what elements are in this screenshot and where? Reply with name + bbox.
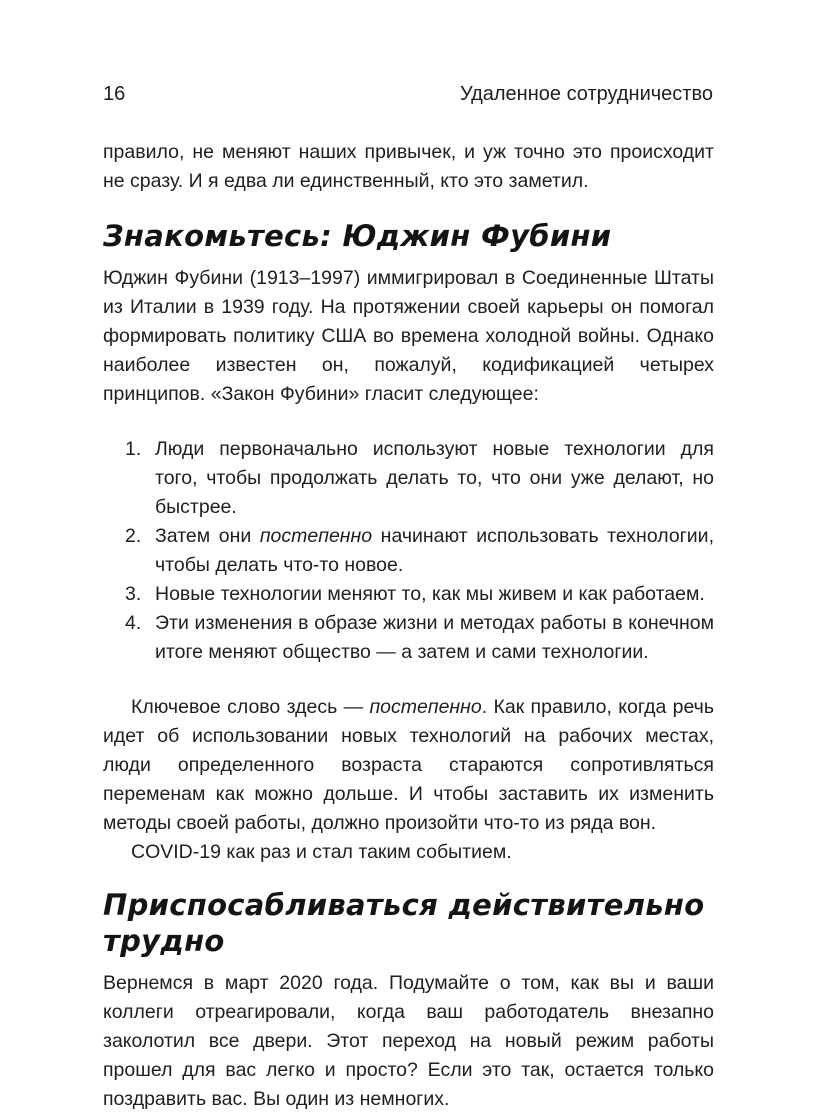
page-body bbox=[103, 138, 714, 1114]
list-item-text-before: Затем они bbox=[155, 525, 260, 547]
list-item-text: Новые технологии меняют то, как мы живем и как работаем. bbox=[155, 583, 705, 605]
list-item-text bbox=[155, 522, 714, 580]
fubini-law-list bbox=[103, 435, 714, 667]
list-item bbox=[103, 609, 714, 667]
adapting-paragraph: Вернемся в март 2020 года. Подумайте о том, как вы и ваши коллеги отреагировали, когда ваш работодатель внезапно заколотил все двери. Этот переход на новый режим работы прошел для вас легко и просто? Если это так, остается только поздравить вас. Вы один из немногих. bbox=[103, 972, 714, 1110]
running-title: Удаленное сотрудничество bbox=[459, 83, 713, 105]
covid-paragraph: COVID-19 как раз и стал таким событием. bbox=[131, 841, 512, 863]
list-item bbox=[103, 580, 714, 609]
page-number: 16 bbox=[103, 83, 126, 105]
key-paragraph-after: . Как правило, когда речь идет об использовании новых технологий на рабочих местах, люди определенного возраста стараются сопротивляться переменам как можно дольше. И чтобы заставить их изменить методы своей работы, должно произойти что-то из ряда вон. bbox=[103, 696, 714, 834]
emphasis-gradually: постепенно bbox=[259, 525, 373, 547]
emphasis-gradually: постепенно bbox=[369, 696, 482, 718]
list-item-text-after: начинают использовать технологии, чтобы делать что-то новое. bbox=[155, 525, 714, 576]
list-item-text: Люди первоначально используют новые технологии для того, чтобы продолжать делать то, что они уже делают, но быстрее. bbox=[155, 438, 714, 518]
list-item-number: 3. bbox=[125, 583, 142, 605]
key-word-paragraph bbox=[103, 693, 714, 838]
list-item-text: Эти изменения в образе жизни и методах работы в конечном итоге меняют общество — а затем и сами технологии. bbox=[155, 612, 714, 663]
section-heading-fubini: Знакомьтесь: Юджин Фубини bbox=[103, 219, 612, 253]
list-item-number: 1. bbox=[125, 438, 142, 460]
fubini-paragraph: Юджин Фубини (1913–1997) иммигрировал в Соединенные Штаты из Италии в 1939 году. На протяжении своей карьеры он помогал формировать политику США во времена холодной войны. Однако наиболее известен он, пожалуй, кодификацией четырех принципов. «Закон Фубини» гласит следующее: bbox=[103, 267, 714, 405]
section-heading-adapting: Приспосабливаться действительно трудно bbox=[103, 888, 705, 958]
intro-paragraph: правило, не меняют наших привычек, и уж точно это происходит не сразу. И я едва ли единственный, кто это заметил. bbox=[103, 141, 714, 192]
key-paragraph-before: Ключевое слово здесь — bbox=[131, 696, 370, 718]
list-item bbox=[103, 435, 714, 522]
list-item-number: 2. bbox=[125, 525, 142, 547]
list-item-number: 4. bbox=[125, 612, 142, 634]
list-item bbox=[103, 522, 714, 580]
page-header bbox=[103, 80, 713, 108]
